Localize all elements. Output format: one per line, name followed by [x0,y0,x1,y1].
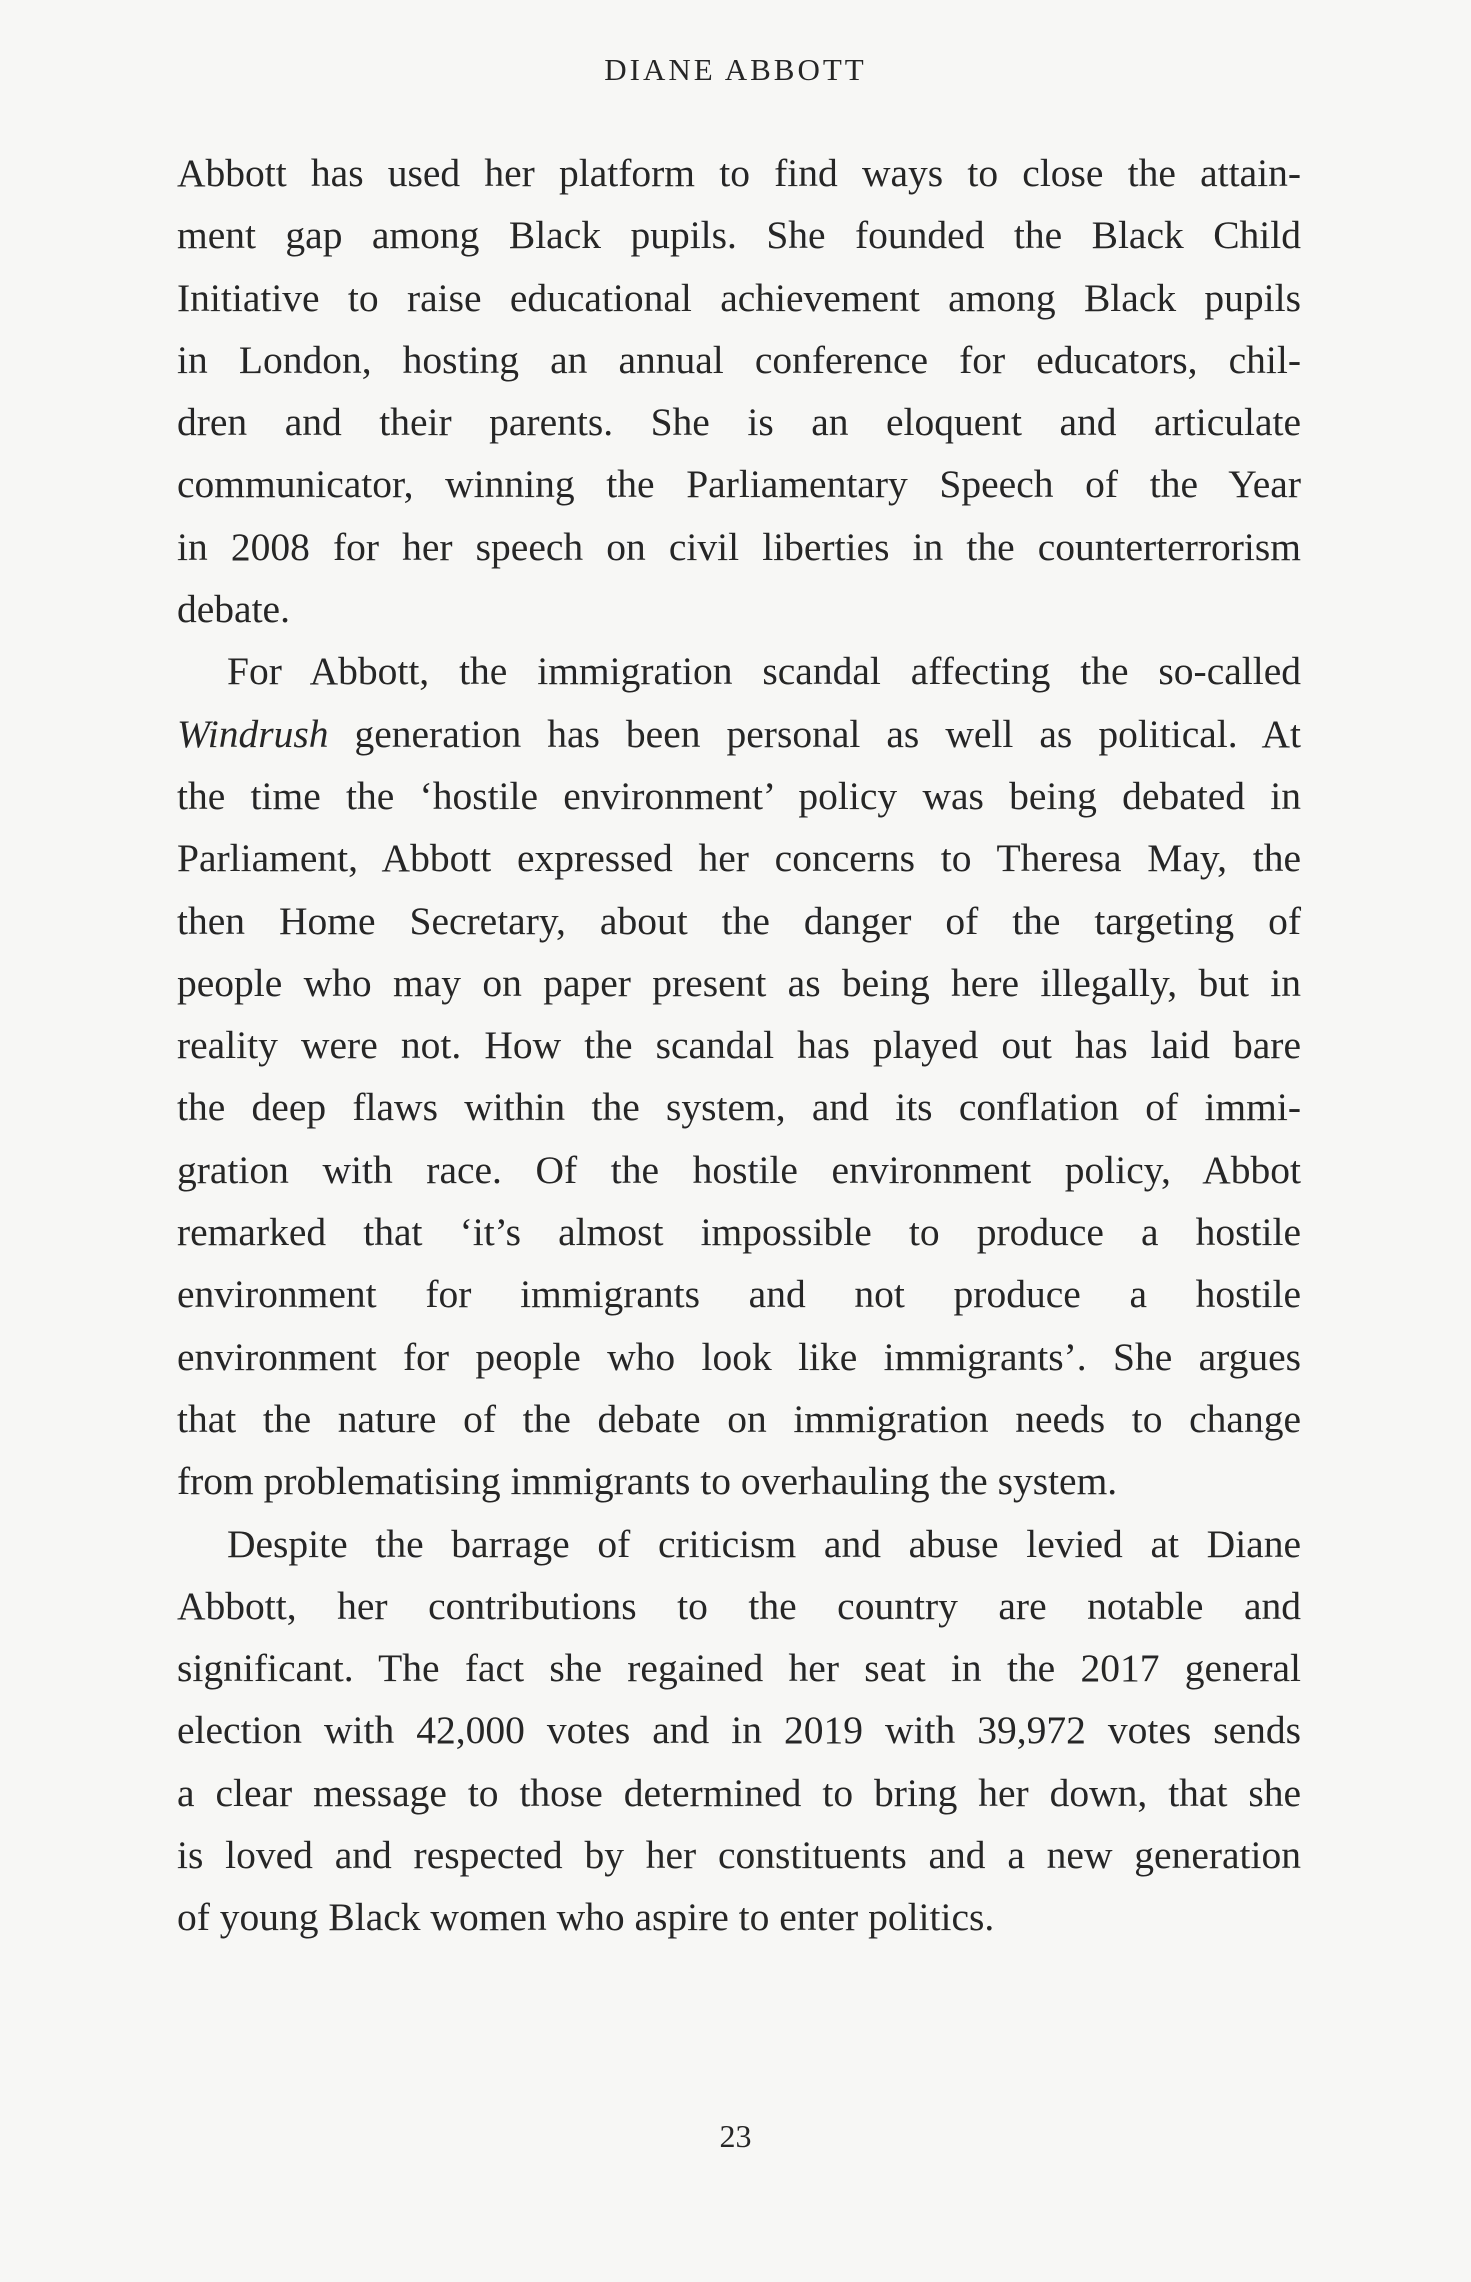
text-line [177,1263,1301,1325]
text-line [177,1450,1301,1512]
line-text: from problematising immigrants to overhauling the system. [177,1459,1118,1504]
line-text: communicator, winning the Parliamentary Speech of the Year [177,462,1301,507]
line-text: Abbott has used her platform to find ways to close the attain- [177,151,1301,195]
line-text: in London, hosting an annual conference for educators, chil- [177,337,1301,382]
line-text: election with 42,000 votes and in 2019 with 39,972 votes sends [177,1708,1301,1753]
line-text: environment for immigrants and not produce a hostile [177,1272,1301,1317]
line-text: is loved and respected by her constituents and a new generation [177,1833,1301,1878]
line-text: gration with race. Of the hostile environment policy, Abbot [177,1147,1301,1192]
line-text: people who may on paper present as being here illegally, but in [177,960,1301,1005]
text-line [177,1762,1301,1824]
body-text [177,142,1301,1949]
line-text: Initiative to raise educational achievement among Black pupils [177,275,1301,320]
text-line [177,1886,1301,1948]
text-line [177,1637,1301,1699]
italic-title: Windrush [177,711,329,756]
page-number: 23 [719,2118,752,2154]
paragraph [177,1513,1301,1949]
text-line [177,204,1301,266]
text-line [177,267,1301,329]
text-line [177,1575,1301,1637]
text-line [177,329,1301,391]
text-line [177,1139,1301,1201]
line-text: reality were not. How the scandal has played out has laid bare [177,1023,1301,1068]
text-line [177,827,1301,889]
paragraph [177,142,1301,640]
text-line [177,640,1301,702]
line-text: that the nature of the debate on immigration needs to change [177,1396,1301,1441]
text-line [177,391,1301,453]
line-text: in 2008 for her speech on civil liberties in the counterterrorism [177,524,1301,569]
text-line [177,578,1301,640]
text-line [177,453,1301,515]
text-line [177,1699,1301,1761]
text-line [177,890,1301,952]
running-header: DIANE ABBOTT [604,52,867,87]
text-line [177,1824,1301,1886]
line-text: then Home Secretary, about the danger of the targeting of [177,898,1301,943]
line-text: generation has been personal as well as political. At [328,711,1301,756]
line-text: environment for people who look like immigrants’. She argues [177,1334,1301,1379]
line-text: remarked that ‘it’s almost impossible to produce a hostile [177,1210,1301,1255]
line-text: debate. [177,587,290,632]
line-text: significant. The fact she regained her seat in the 2017 general [177,1646,1301,1691]
text-line [177,516,1301,578]
line-text: For Abbott, the immigration scandal affecting the so-called [227,649,1301,694]
text-line [177,142,1301,204]
text-line [177,765,1301,827]
text-line [177,1326,1301,1388]
text-line [177,952,1301,1014]
line-text: the time the ‘hostile environment’ policy was being debated in [177,773,1301,818]
text-line [177,1076,1301,1138]
text-line [177,703,1301,765]
text-line [177,1014,1301,1076]
text-line [177,1388,1301,1450]
line-text: the deep flaws within the system, and its conflation of immi- [177,1085,1301,1130]
line-text: dren and their parents. She is an eloquent and articulate [177,400,1301,445]
paragraph [177,640,1301,1512]
line-text: of young Black women who aspire to enter politics. [177,1895,995,1940]
line-text: a clear message to those determined to bring her down, that she [177,1770,1301,1815]
line-text: Abbott, her contributions to the country are notable and [177,1583,1301,1628]
line-text: Parliament, Abbott expressed her concerns to Theresa May, the [177,836,1301,881]
text-line [177,1201,1301,1263]
line-text: ment gap among Black pupils. She founded the Black Child [177,213,1301,258]
line-text: Despite the barrage of criticism and abuse levied at Diane [227,1521,1301,1566]
text-line [177,1513,1301,1575]
